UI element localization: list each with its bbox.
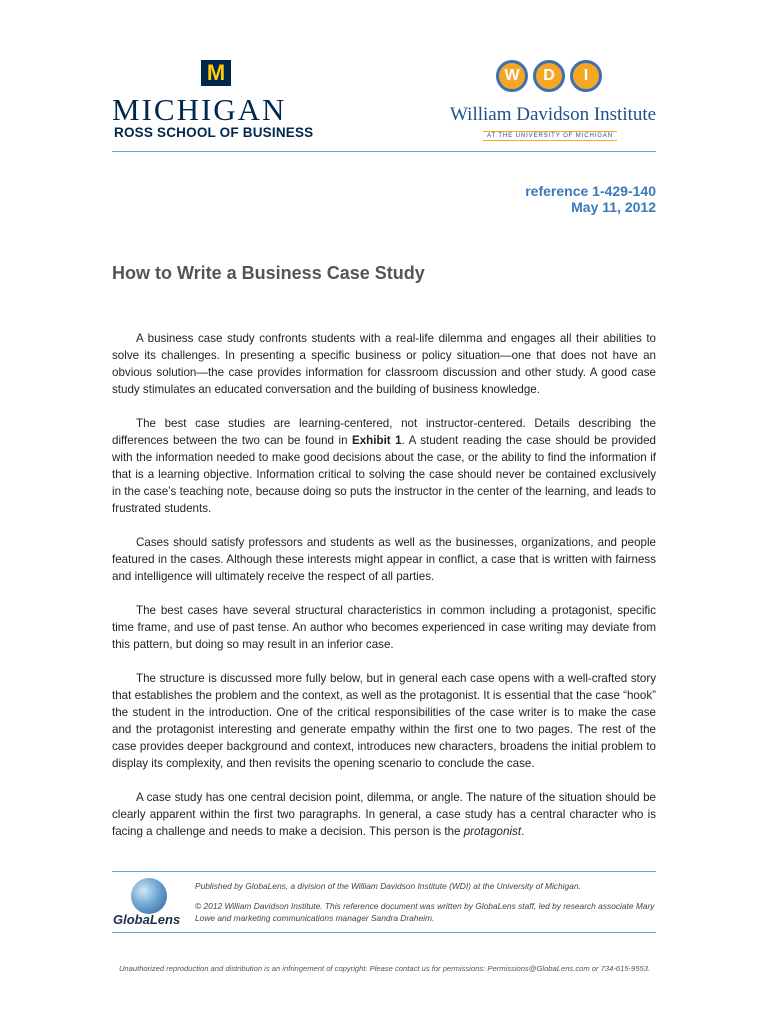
block-m-icon: M — [201, 60, 231, 86]
reference-block — [525, 183, 656, 215]
paragraph: A case study has one central decision point, dilemma, or angle. The nature of the situation should be clearly apparent within the first two paragraphs. In general, a case study has a central character who is facing a challenge and needs to make a decision. This person is the protagonist. — [112, 791, 656, 838]
exhibit-reference: Exhibit 1 — [352, 434, 402, 447]
wdi-name: William Davidson Institute — [450, 104, 657, 125]
globe-icon — [131, 878, 167, 914]
reproduction-notice: Unauthorized reproduction and distribution is an infringement of copyright. Please contact us for permissions: Permissions@GlobaLens.com or 734-615-9553. — [118, 964, 651, 973]
michigan-wordmark: MICHIGAN — [112, 92, 287, 127]
footer-divider-bottom — [112, 932, 656, 933]
wdi-circle-d: D — [533, 60, 565, 92]
paragraph: The structure is discussed more fully below, but in general each case opens with a well-crafted story that establishes the problem and the context, as well as the protagonist. It is essential that the case “hook” the student in the introduction. One of the critical responsibilities of the case writer is to make the case and the protagonist interesting and generate empathy within the first one to two pages. The rest of the case provides deeper background and context, introduces new characters, broadens the initial problem to display its complexity, and then revisits the opening scenario to conclude the case. — [112, 672, 656, 770]
body-text — [112, 330, 656, 857]
paragraph: The best case studies are learning-centered, not instructor-centered. Details describing the differences between the two can be found in Exhibit 1. A student reading the case should be provided with the information needed to make good decisions about the case, or the ability to find the information if that is a learning objective. Information critical to solving the case should never be contained exclusively in the case’s teaching note, because doing so puts the instructor in the center of the learning, and leads to frustrated students. — [112, 417, 656, 515]
published-note: Published by GlobaLens, a division of the William Davidson Institute (WDI) at the University of Michigan. — [195, 881, 581, 891]
copyright-note: © 2012 William Davidson Institute. This reference document was written by GlobaLens staff, led by research associate Mary Lowe and marketing communications manager Sandra Draheim. — [195, 901, 655, 923]
ross-school-wordmark: ROSS SCHOOL OF BUSINESS — [114, 125, 314, 140]
wdi-subtitle: AT THE UNIVERSITY OF MICHIGAN — [483, 131, 617, 141]
globalens-wordmark: GlobaLens — [113, 912, 181, 927]
protagonist-term: protagonist — [463, 825, 522, 838]
wdi-circle-w: W — [496, 60, 528, 92]
page-title: How to Write a Business Case Study — [112, 263, 425, 283]
paragraph: Cases should satisfy professors and students as well as the businesses, organizations, and people featured in the cases. Although these interests might appear in conflict, a case that is written with fairness and intelligence will ultimately receive the respect of all parties. — [112, 536, 656, 583]
reference-date: May 11, 2012 — [571, 199, 656, 215]
globalens-logo — [113, 878, 185, 930]
paragraph: A business case study confronts students with a real-life dilemma and engages all their abilities to solve its challenges. In presenting a specific business or policy situation—one that does not have an obvious solution—the case provides information for classroom discussion and other study. A good case study stimulates an educated conversation and the building of business knowledge. — [112, 332, 656, 396]
footer-divider-top — [112, 871, 656, 872]
paragraph: The best cases have several structural characteristics in common including a protagonist, specific time frame, and use of past tense. An author who becomes experienced in case writing may deviate from this pattern, but doing so may result in an inferior case. — [112, 604, 656, 651]
header-divider — [112, 151, 656, 152]
wdi-circles — [496, 60, 616, 94]
reference-number: reference 1-429-140 — [525, 183, 656, 199]
wdi-circle-i: I — [570, 60, 602, 92]
